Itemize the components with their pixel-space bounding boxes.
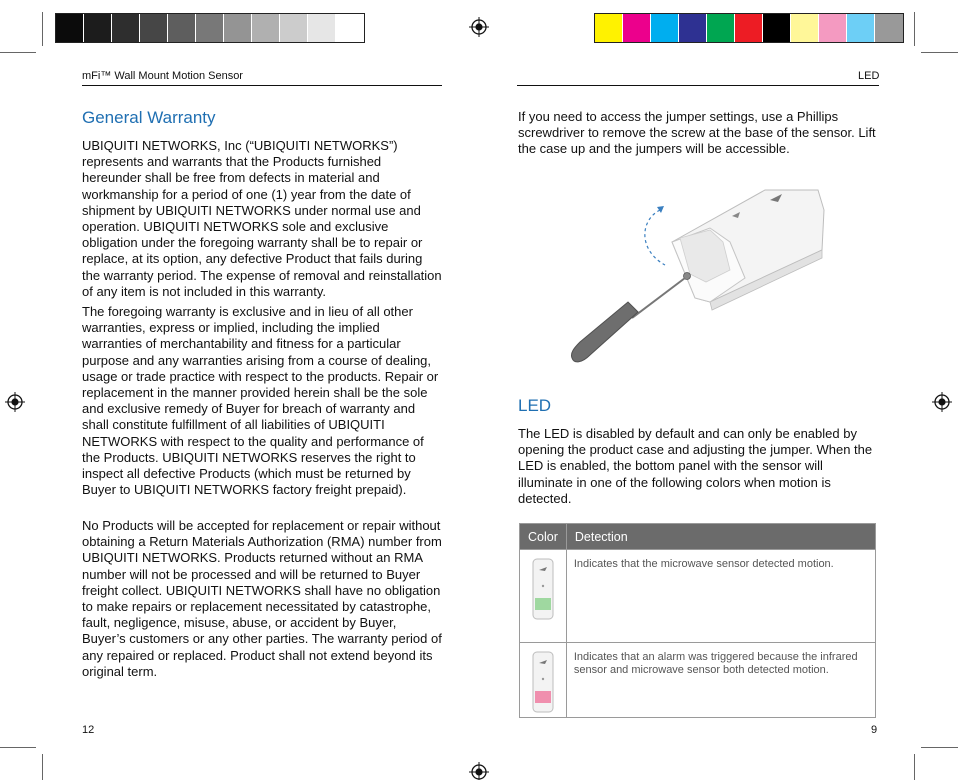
crop-mark (0, 52, 36, 53)
crop-mark (42, 754, 43, 780)
color-swatch (280, 14, 308, 42)
warranty-paragraph-2: The foregoing warranty is exclusive and in lieu of all other warranties, express or implied, including the implied warranties of merchantability and fitness for a particular purpose and any warranties arising from a course of dealing, usage or trade practice with respect to the products. Repair or replacement in the manner provided herein shall be the sole and exclusive remedy of Buyer for breach of warranty and shall constitute fulfillment of all liabilities of UBIQUITI NETWORKS with respect to the quality and performance of the Products. UBIQUITI NETWORKS reserves the right to inspect all defective Products (which must be returned by Buyer to UBIQUITI NETWORKS factory freight prepaid). (82, 304, 439, 498)
detection-text: Indicates that an alarm was triggered because the infrared sensor and microwave sensor both detected motion. (566, 643, 875, 718)
color-swatch (112, 14, 140, 42)
sensor-green-led-icon (531, 558, 555, 620)
color-swatch (819, 14, 847, 42)
color-swatch (224, 14, 252, 42)
crop-mark (914, 12, 915, 46)
color-swatch (707, 14, 735, 42)
crop-mark (914, 754, 915, 780)
color-swatch (623, 14, 651, 42)
color-swatch (308, 14, 336, 42)
registration-mark-icon (469, 762, 489, 780)
warranty-paragraph-1: UBIQUITI NETWORKS, Inc (“UBIQUITI NETWORKS”) represents and warrants that the Products furnished hereunder shall be free from defects in material and workmanship for a period of one (1) year from the date of shipment by UBIQUITI NETWORKS under normal use and operation. UBIQUITI NETWORKS sole and exclusive obligation under the foregoing warranty shall be to repair or replace, at its option, any defective Product that fails during the warranty period. The expense of removal and reinstallation of any item is not included in this warranty. (82, 138, 442, 299)
table-header-detection: Detection (566, 524, 875, 550)
registration-mark-icon (5, 392, 25, 412)
led-description-paragraph: The LED is disabled by default and can only be enabled by opening the product case and adjusting the jumper. When the LED is enabled, the bottom panel with the sensor will illuminate in one of the following colors when motion is detected. (518, 426, 873, 506)
color-swatch (651, 14, 679, 42)
color-swatch (735, 14, 763, 42)
warranty-heading: General Warranty (82, 108, 216, 127)
color-swatch (847, 14, 875, 42)
table-row (520, 550, 876, 643)
led-heading: LED (518, 396, 552, 415)
crop-mark (921, 52, 958, 53)
color-swatch (595, 14, 623, 42)
sensor-screwdriver-illustration (560, 170, 840, 380)
registration-mark-icon (469, 17, 489, 37)
color-swatch (140, 14, 168, 42)
grayscale-color-bar (55, 13, 365, 43)
header-rule (517, 85, 879, 86)
color-swatch (336, 14, 364, 42)
color-swatch (56, 14, 84, 42)
cmyk-color-bar (594, 13, 904, 43)
registration-mark-icon (932, 392, 952, 412)
jumper-access-paragraph: If you need to access the jumper settings, use a Phillips screwdriver to remove the screw at the base of the sensor. Lift the case up and the jumpers will be accessible. (518, 109, 876, 157)
crop-mark (42, 12, 43, 46)
color-swatch (875, 14, 903, 42)
page-number-right: 9 (871, 724, 878, 736)
led-color-table (519, 523, 876, 718)
header-rule (82, 85, 442, 86)
color-swatch (168, 14, 196, 42)
crop-mark (921, 747, 958, 748)
color-swatch (196, 14, 224, 42)
running-head-left: mFi™ Wall Mount Motion Sensor (82, 70, 243, 82)
sensor-pink-led-icon (531, 651, 555, 713)
color-swatch (679, 14, 707, 42)
color-swatch (791, 14, 819, 42)
crop-mark (0, 747, 36, 748)
running-head-right: LED (858, 70, 880, 82)
color-swatch (763, 14, 791, 42)
color-swatch (84, 14, 112, 42)
detection-text: Indicates that the microwave sensor detected motion. (566, 550, 875, 643)
table-row (520, 643, 876, 718)
page-number-left: 12 (82, 724, 95, 736)
color-swatch (252, 14, 280, 42)
table-header-color: Color (520, 524, 567, 550)
warranty-paragraph-3: No Products will be accepted for replacement or repair without obtaining a Return Materials Authorization (RMA) number from UBIQUITI NETWORKS. Products returned without an RMA number will not be processed and will be returned to Buyer freight collect. UBIQUITI NETWORKS shall have no obligation to make repairs or replacement necessitated by catastrophe, fault, negligence, misuse, abuse, or accident by Buyer, Buyer’s customers or any other parties. The warranty period of any repaired or replaced. Product shall not extend beyond its original term. (82, 518, 442, 679)
